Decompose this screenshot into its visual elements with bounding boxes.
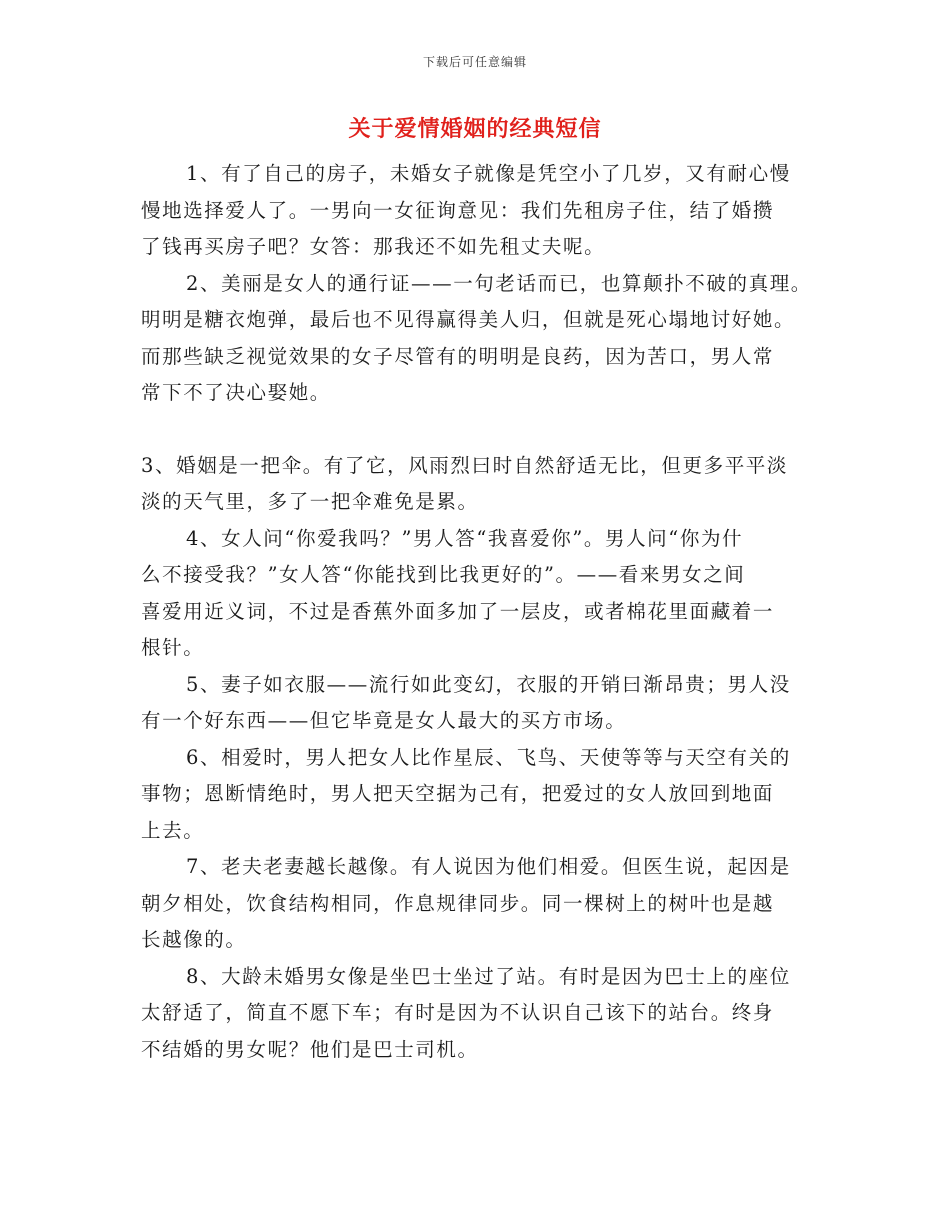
paragraph-gap: [141, 412, 831, 448]
paragraph-line: 1、有了自己的房子，未婚女子就像是凭空小了几岁，又有耐心慢: [186, 162, 791, 185]
paragraph-4: [141, 521, 831, 667]
paragraph-line: 明明是糖衣炮弹，最后也不见得赢得美人归，但就是死心塌地讨好她。: [141, 308, 796, 331]
paragraph-line: 7、老夫老妻越长越像。有人说因为他们相爱。但医生说，起因是: [186, 855, 791, 878]
paragraph-8: [141, 959, 831, 1069]
paragraph-line: 长越像的。: [141, 928, 247, 951]
paragraph-line: 而那些缺乏视觉效果的女子尽管有的明明是良药，因为苦口，男人常: [141, 344, 775, 368]
paragraph-line: 么不接受我？”女人答“你能找到比我更好的”。——看来男女之间: [141, 563, 746, 586]
paragraph-line: 4、女人问“你爱我吗？”男人答“我喜爱你”。男人问“你为什: [186, 526, 744, 550]
paragraph-5: [141, 667, 831, 740]
paragraph-2: [141, 266, 831, 412]
paragraph-line: 事物；恩断情绝时，男人把天空据为己有，把爱过的女人放回到地面: [141, 782, 775, 805]
paragraph-line: 不结婚的男女呢？他们是巴士司机。: [141, 1037, 479, 1061]
paragraph-line: 8、大龄未婚男女像是坐巴士坐过了站。有时是因为巴士上的座位: [186, 964, 791, 988]
paragraph-line: 3、婚姻是一把伞。有了它，风雨烈曰时自然舒适无比，但更多平平淡: [141, 453, 789, 477]
paragraph-line: 5、妻子如衣服——流行如此变幻，衣服的开销曰渐昂贵；男人没: [186, 672, 791, 696]
paragraph-line: 朝夕相处，饮食结构相同，作息规律同步。同一棵树上的树叶也是越: [141, 891, 775, 915]
document-title: 关于爱情婚姻的经典短信: [348, 116, 602, 142]
paragraph-line: 常下不了决心娶她。: [141, 381, 331, 404]
paragraph-line: 太舒适了，简直不愿下车；有时是因为不认识自己该下的站台。终身: [141, 1001, 775, 1024]
paragraph-line: 慢地选择爱人了。一男向一女征询意见：我们先租房子住，结了婚攒: [141, 198, 775, 222]
header-note: 下载后可任意编辑: [422, 55, 527, 69]
paragraph-line: 喜爱用近义词，不过是香蕉外面多加了一层皮，或者棉花里面藏着一: [141, 599, 775, 623]
paragraph-7: [141, 849, 831, 959]
document-body: [141, 156, 831, 1068]
paragraph-line: 上去。: [141, 818, 205, 842]
paragraph-1: [141, 156, 831, 266]
paragraph-line: 有一个好东西——但它毕竟是女人最大的买方市场。: [141, 709, 627, 732]
paragraph-line: 了钱再买房子吧？女答：那我还不如先租丈夫呢。: [141, 235, 606, 258]
paragraph-line: 6、相爱时，男人把女人比作星辰、飞鸟、天使等等与天空有关的: [186, 745, 791, 769]
paragraph-line: 根针。: [141, 636, 205, 659]
paragraph-line: 淡的天气里，多了一把伞难免是累。: [141, 490, 479, 513]
paragraph-3: [141, 448, 831, 521]
paragraph-line: 2、美丽是女人的通行证——一句老话而已，也算颠扑不破的真理。: [186, 271, 812, 295]
paragraph-6: [141, 740, 831, 850]
